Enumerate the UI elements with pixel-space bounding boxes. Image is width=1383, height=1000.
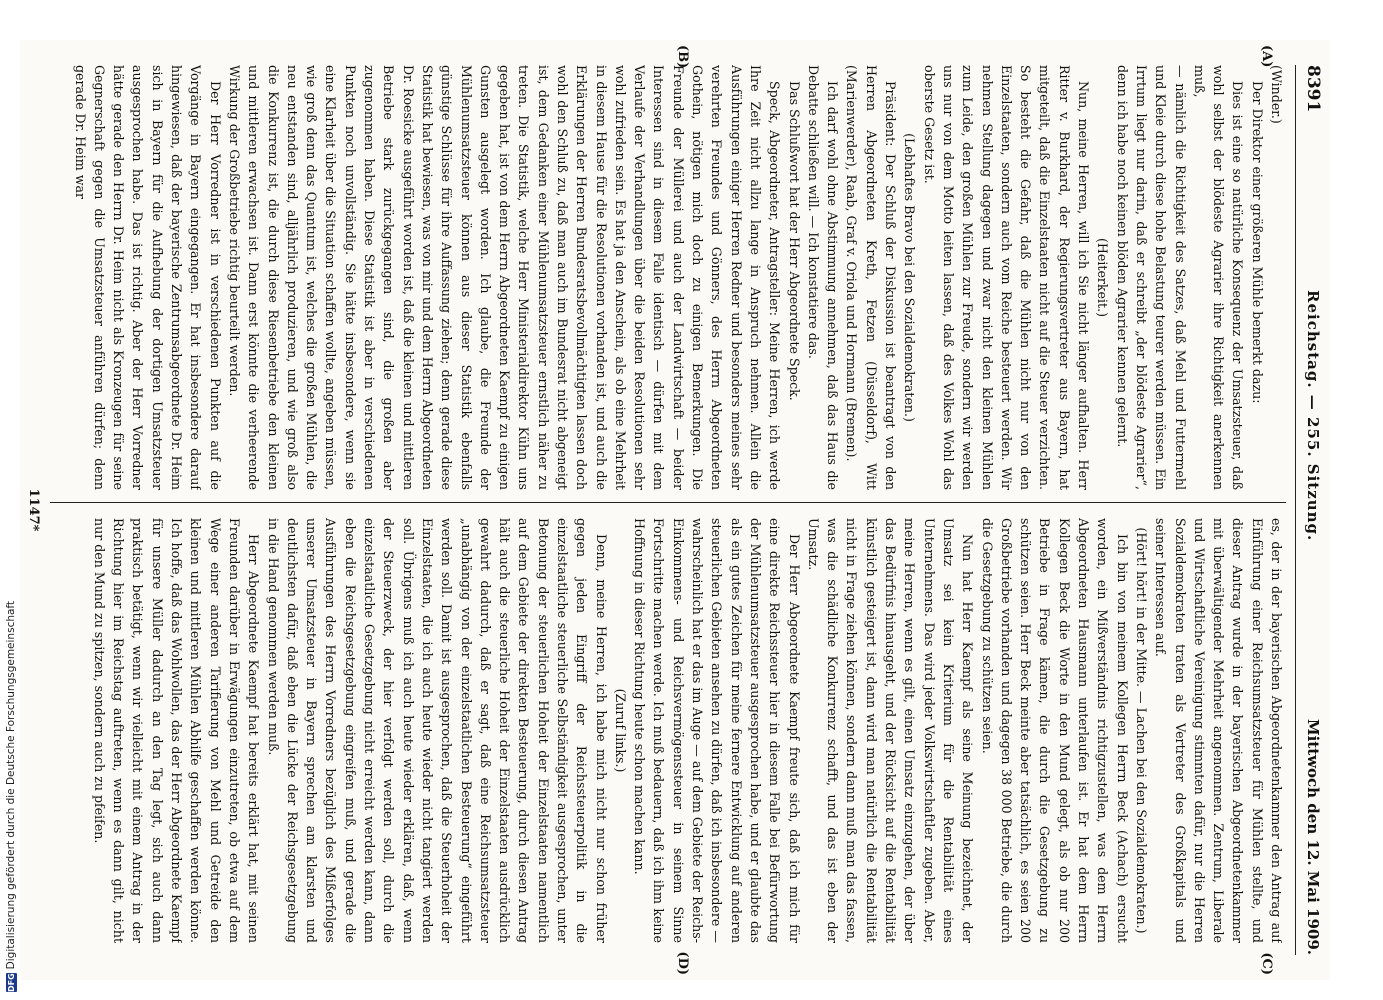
right-column [50, 518, 1286, 943]
paragraph: — nämlich die Richtigkeit des Satzes, daß Mehl und Futtermehl und Kleie durch diese hohe Belastung teurer werden müssen. Ein Irrtum liegt nur darin, daß er schreibt „der blödeste Agrarier“, denn ich habe noch keinen blöden Agrarier kennen gelernt. [1114, 65, 1188, 490]
paragraph: Ich darf wohl ohne Abstimmung annehmen, daß das Haus die Debatte schließen will. — Ich konstatiere das. [805, 65, 841, 490]
interjection: (Heiterkeit.) [1095, 238, 1111, 317]
sheet-signature: 1147* [26, 488, 41, 532]
dfg-logo-icon: DFG [6, 973, 16, 992]
paragraph: Dies ist eine so natürliche Konsequenz der Umsatzsteuer, daß wohl selbst der blödeste Agrarier ihre Richtigkeit anerkennen muß, [1191, 65, 1246, 490]
digitization-footer [4, 600, 18, 992]
paragraph: Nun hat Herr Kaempf als seine Meinung bezeichnet, der Umsatz sei kein Kriterium für die Rentabilität eines Unternehmens. Das wird jeder Volkswirtschaftler zugeben. Aber, meine Herren, wenn es gilt, einen Umsatz einzugehen, der über das Bedürfnis hinausgeht, und der Rücksicht auf die Rentabilität künstlich gesteigert ist, dann wird man natürlich die Rentabilität nicht in Frage ziehen können, sondern dann muß man das fassen, was die schädliche Konkurrenz schafft, und das ist eben der Umsatz. [805, 518, 976, 943]
paragraph: Denn, meine Herren, ich habe mich nicht nur schon früher gegen jeden Eingriff der Reichssteuerpolitik in die einzelstaatliche steuerliche Selbständigkeit ausgesprochen, unter Betonung der steuerlichen Hoheit der Einzelstaaten namentlich auf dem Gebiete der direkten Besteuerung, durch diesen Antrag hält auch die steuerliche Hoheit der Einzelstaaten ausdrücklich gewahrt dadurch, daß er sagt, daß eine Reichsumsatzsteuer „unabhängig von der einzelstaatlichen Besteuerung“ eingeführt werden soll. Damit ist ausgesprochen, daß die Steuerhoheit der Einzelstaaten, die ich auch heute wieder nicht tangiert werden soll. Übrigens muß ich auch heute wieder erklären, daß, wenn der Steuerzweck, der hier verfolgt werden soll, durch die einzelstaatliche Gesetzgebung nicht erreicht werden kann, dann eben die Reichsgesetzgebung eingreifen muß, und gerade die Ausführungen des Herrn Vorredners bezüglich des Mißerfolges unserer Umsatzsteuer in Bayern sprechen am klarsten und deutlichsten dafür, daß eben die Lücke der Reichsgesetzgebung in die Hand genommen werden muß. [265, 518, 609, 943]
interjection: (Hört! hört! in der Mitte. — Lachen bei den Sozialdemokraten.) [1133, 527, 1149, 934]
paragraph: Das Schlußwort hat der Herr Abgeordnete Speck. [786, 81, 802, 401]
header-date: Mittwoch den 12. Mai 1909. [1304, 718, 1322, 955]
paragraph: Speck, Abgeordneter, Antragsteller: Meine Herren, ich werde Ihre Zeit nicht allzu lange in Anspruch nehmen. Allein die Ausführungen einiger Herren Redner und besonders meines sehr verehrten Freundes und Gönners, des Herrn Abgeordneten Gothein, nötigen mich doch zu einigen Bemerkungen. Die Freunde der Müllerei und auch der Landwirtschaft — beider Interessen sind in diesem Falle identisch — dürfen mit dem Verlaufe der Verhandlungen über die beiden Resolutionen sehr wohl zufrieden sein. Es hat ja den Anschein, als ob eine Mehrheit in diesem Hause für die Resolutionen vorhanden ist, und auch die Erklärungen der Herren Bundesratsbevollmächtigten lassen doch wohl den Schluß zu, daß man auch im Bundesrat nicht abgeneigt ist, dem Gedanken einer Mühlenumsatzsteuer ernstlich näher zu treten. Die Statistik, welche Herr Ministerialdirektor Kühn uns gegeben hat, ist von dem Herrn Abgeordneten Kaempf zu einigen Gunsten ausgelegt worden. Ich glaube, die Freunde der Mühlenumsatzsteuer können aus dieser Statistik ebenfalls günstige Schlüsse für ihre Auffassung ziehen; denn gerade diese Statistik hat bewiesen, was von mir und dem Herrn Abgeordneten Dr. Roesicke ausgeführt worden ist, daß die kleinen und mittleren Betriebe stark zurückgegangen sind, die großen aber zugenommen haben. Diese Statistik ist aber in verschiedenen Punkten noch unvollständig. Sie hätte insbesondere, wenn sie eine Klarheit über die Situation schaffen wollte, angeben müssen, wie groß denn das Quantum ist, welches die großen Mühlen, die neu entstanden sind, alljährlich produzieren, und wie groß also die Konkurrenz ist, die durch diese Riesenbetriebe den kleinen und mittleren erwachsen ist. Dann erst könnte die verheerende Wirkung der Großbetriebe richtig beurteilt werden. [226, 65, 783, 490]
margin-marker-c: (C) [1259, 952, 1274, 975]
paragraph: Ich bin von meinem Kollegen Herrn Beck (Achach) ersucht worden, ein Mißverständnis richtigzustellen, was dem Herrn Abgeordneten Hausmann unterlaufen ist. Er hat dem Herrn Kollegen Beck die Worte in den Mund gelegt, als ob nur 200 Betriebe in Frage kämen, die durch die Gesetzgebung zu schützen seien. Herr Beck meinte aber tatsächlich, es seien 200 Großbetriebe vorhanden und dagegen 38 000 Betriebe, die durch die Gesetzgebung zu schützen seien. [979, 518, 1130, 943]
left-column [50, 65, 1286, 490]
page-header [1295, 65, 1330, 955]
paragraph: Der Direktor einer größeren Mühle bemerkt dazu: [1249, 81, 1265, 404]
paragraph: Der Herr Vorredner ist in verschiedenen Punkten auf die Vorgänge in Bayern eingegangen. Er hat insbesondere darauf hingewiesen, daß der bayerische Zentrumsabgeordnete Dr. Heim sich in Bayern für die Aufhebung der dortigen Umsatzsteuer ausgesprochen habe. Das ist richtig. Aber der Herr Vorredner hätte gerade den Herrn Dr. Heim nicht als Kronzeugen für seine Gegnerschaft gegen die Umsatzsteuer anführen dürfen; denn gerade Dr. Heim war [72, 65, 223, 490]
paragraph: Präsident: Der Schluß der Diskussion ist beantragt von den Herren Abgeordneten Kreth, Fetzen (Düsseldorf), Witt (Marienwerder), Raab, Graf v. Oriola und Hormann (Bremen). [844, 65, 899, 490]
interjection: (Lebhaftes Bravo bei den Sozialdemokraten.) [902, 133, 918, 422]
paragraph: (Winder.) [1269, 65, 1284, 124]
rotated-page [20, 40, 1330, 980]
footer-text: Digitalisierung gefördert durch die Deutsche Forschungsgemeinschaft [5, 600, 17, 970]
margin-marker-b: (B) [675, 45, 690, 69]
paragraph: Der Herr Abgeordnete Kaempf freute sich, daß ich mich für eine direkte Reichssteuer hier in diesem Falle bei Befürwortung der Mühlenumsatzsteuer ausgesprochen habe, und er glaubte das als ein gutes Zeichen für meine fernere Entwicklung auf anderen steuerlichen Gebieten ansehen zu dürfen, daß ich insbesondere — wahrscheinlich hat er das im Auge — auf dem Gebiete der Reichs-Einkommens- und Reichsvermögenssteuer in seinem Sinne Fortschritte machen werde. Ich muß bedauern, daß ich ihm keine Hoffnung in dieser Richtung heute schon machen kann. [632, 518, 802, 943]
margin-marker-d: (D) [675, 951, 690, 975]
paragraph: Nun, meine Herren, will ich Sie nicht länger aufhalten. Herr Ritter v. Burkhard, der Regierungsvertreter aus Bayern, hat mitgeteilt, daß die Einzelstaaten nicht auf die Steuer verzichten. So besteht die Gefahr, daß die Mühlen nicht nur von den Einzelstaaten, sondern auch vom Reiche besteuert werden. Wir nehmen Stellung dagegen und zwar nicht den kleinen Mühlen zum Leide, den großen Mühlen zur Freude, sondern wir werden uns nur von dem Motto leiten lassen, daß des Volkes Wohl das oberste Gesetz ist. [921, 65, 1092, 490]
paragraph: es, der in der bayerischen Abgeordnetenkammer den Antrag auf Einführung einer Reichsumsatzsteuer für Mühlen stellte, und dieser Antrag wurde in der bayerischen Abgeordnetenkammer mit überwältigender Mehrheit angenommen. Zentrum, Liberale und Wirtschaftliche Vereinigung stimmten dafür, nur die Herren Sozialdemokraten traten als Vertreter des Großkapitals und seiner Interessen auf. [1153, 518, 1284, 943]
interjection: (Zuruf links.) [612, 688, 628, 773]
margin-marker-a: (A) [1259, 45, 1274, 68]
header-title: Reichstag. — 255. Sitzung. [1304, 290, 1322, 542]
paragraph: Herr Abgeordnete Kaempf hat bereits erklärt hat, mit seinen Freunden darüber in Erwägungen einzutreten, ob etwa auf dem Wege einer anderen Tarifierung von Mehl und Getreide den kleinen und mittleren Mühlen Abhilfe geschaffen werden könne. Ich hoffe, daß das Wohlwollen, das der Herr Abgeordnete Kaempf für unsere Müller dadurch an den Tag legt, sich auch dann praktisch betätigt, wenn wir vielleicht mit einem Antrag in der Richtung hier im Reichstag auftreten, wenn es dann gilt, nicht nur den Mund zu spitzen, sondern auch zu pfeifen. [91, 518, 262, 943]
header-page-number: 8391 [1303, 65, 1323, 113]
column-divider [50, 502, 1286, 503]
